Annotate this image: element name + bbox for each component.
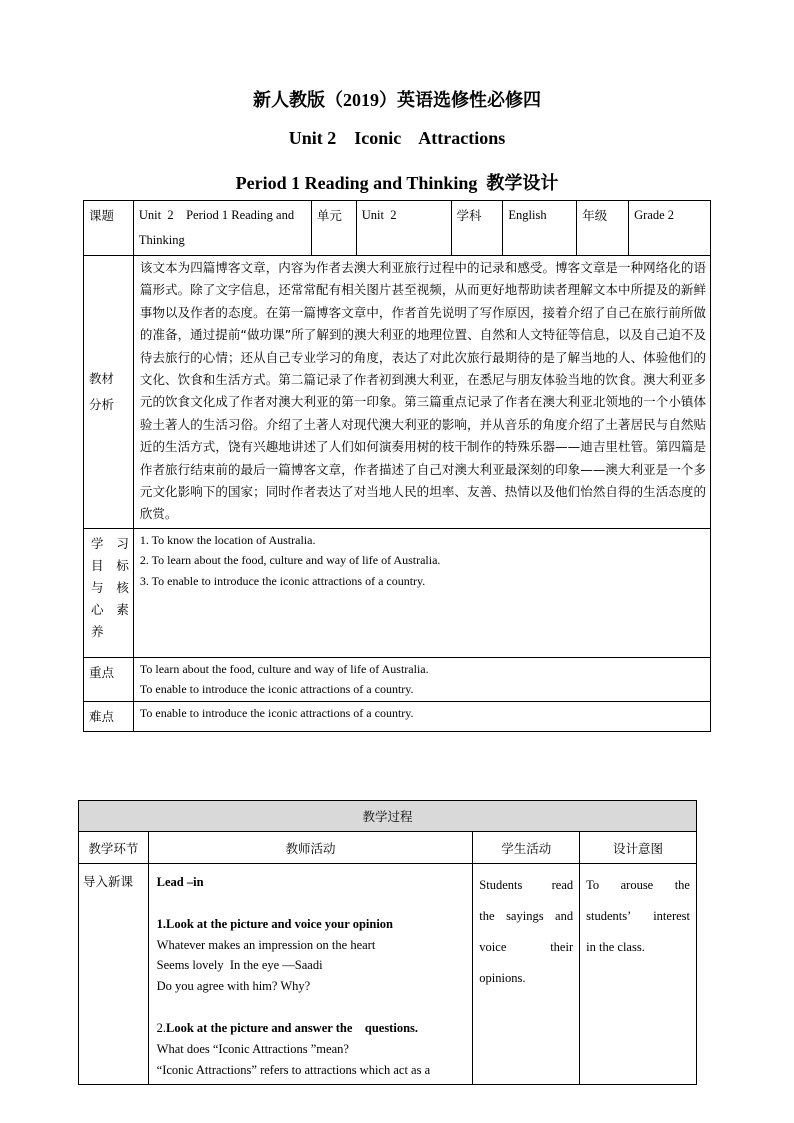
goals-list (133, 528, 710, 657)
analysis-label-line2: 分析 (89, 396, 115, 412)
subject-label: 学科 (451, 201, 503, 256)
intent-word: students’ (586, 909, 632, 923)
question2-line: What does “Iconic Attractions ”mean? (156, 1041, 349, 1056)
key-points-list (133, 657, 710, 701)
key-point-item: To learn about the food, culture and way of life of Australia. (139, 661, 429, 676)
teacher-activity-cell (148, 864, 473, 1085)
step-cell: 导入新课 (79, 864, 149, 1085)
unit-title: Unit 2 Iconic Attractions (288, 128, 506, 148)
question1-line: Whatever makes an impression on the heart (156, 937, 376, 952)
goals-label: 学 习 目 标 与 核 心 素 养 (84, 528, 134, 657)
student-word: sayings (506, 909, 544, 923)
header-teacher-activity: 教师活动 (148, 832, 473, 864)
student-word: opinions. (479, 971, 526, 985)
student-activity-cell (473, 864, 580, 1085)
subject-value: English (503, 201, 577, 256)
intent-word: To (586, 878, 600, 892)
lead-in-heading: Lead –in (156, 875, 204, 889)
student-word: and (555, 909, 574, 923)
question1-title: 1.Look at the picture and voice your opinion (156, 916, 394, 931)
course-value-line2: Thinking (138, 233, 185, 247)
intent-word: in (586, 940, 596, 954)
goal-item: 3. To enable to introduce the iconic attractions of a country. (139, 573, 426, 588)
question2-title: Look at the picture and answer the questions. (166, 1020, 419, 1035)
student-word: the (479, 909, 495, 923)
student-word: voice (479, 940, 507, 954)
teaching-process-table (78, 800, 697, 1085)
header-step: 教学环节 (79, 832, 149, 864)
analysis-label (84, 256, 134, 529)
intent-word: the (598, 940, 615, 954)
document-title: 新人教版（2019）英语选修性必修四 (253, 90, 541, 110)
question2-line: “Iconic Attractions” refers to attractions which act as a (156, 1062, 431, 1077)
course-value-line1: Unit 2 Period 1 Reading and (138, 208, 295, 222)
intent-word: the (674, 878, 690, 892)
question1-line: Do you agree with him? Why? (156, 979, 311, 994)
student-word: their (550, 940, 574, 954)
difficult-point-text: To enable to introduce the iconic attractions of a country. (133, 701, 710, 731)
grade-label: 年级 (577, 201, 629, 256)
student-word: Students (479, 878, 523, 892)
analysis-text: 该文本为四篇博客文章，内容为作者去澳大利亚旅行过程中的记录和感受。博客文章是一种网络化的语篇形式。除了文字信息，还常常配有相关图片甚至视频，从而更好地帮助读者理解文本中所提及的新鲜事物以及作者的态度。在第一篇博客文章中，作者首先说明了写作原因，接着介绍了自己在旅行前所做的准备，通过提前“做功课”所了解到的澳大利亚的地理位置、自然和人文特征等信息，以及自己迫不及待去旅行的心情；还从自己专业学习的角度，表达了对此次旅行最期待的是了解当地的人、体验他们的文化、饮食和生活方式。第二篇记录了作者初到澳大利亚，在悉尼与朋友体验当地的饮食。澳大利亚多元的饮食文化成了作者对澳大利亚的第一印象。第三篇重点记录了作者在澳大利亚北领地的一个小镇体验土著人的生活习俗。介绍了土著人对现代澳大利亚的影响，并从音乐的角度介绍了土著居民与自然贴近的生活方式，饶有兴趣地讲述了人们如何演奏用树的枝干制作的特殊乐器——迪吉里杜管。第四篇是作者旅行结束前的最后一篇博客文章，作者描述了自己对澳大利亚最深刻的印象——澳大利亚是一个多元文化影响下的国家；同时作者表达了对当地人民的坦率、友善、热情以及他们怡然自得的生活态度的欣赏。 (133, 256, 710, 529)
course-value (133, 201, 311, 256)
goal-item: 1. To know the location of Australia. (139, 532, 316, 547)
intent-word: arouse (620, 878, 654, 892)
intent-word: class. (617, 940, 645, 954)
student-word: read (551, 878, 574, 892)
key-points-label: 重点 (84, 657, 134, 701)
intent-word: interest (653, 909, 690, 923)
period-title: Period 1 Reading and Thinking 教学设计 (235, 173, 559, 193)
question2-number: 2. (156, 1020, 167, 1035)
analysis-label-line1: 教材 (89, 370, 115, 386)
goal-item: 2. To learn about the food, culture and way of life of Australia. (139, 553, 441, 568)
key-point-item: To enable to introduce the iconic attractions of a country. (139, 682, 414, 697)
process-band-title: 教学过程 (79, 801, 697, 832)
header-student-activity: 学生活动 (473, 832, 580, 864)
unit-label: 单元 (311, 201, 356, 256)
unit-value: Unit 2 (356, 201, 451, 256)
course-label: 课题 (84, 201, 134, 256)
question1-line: Seems lovely In the eye —Saadi (156, 958, 323, 973)
lesson-info-table (83, 200, 711, 732)
grade-value: Grade 2 (629, 201, 711, 256)
design-intent-cell (580, 864, 697, 1085)
difficult-points-label: 难点 (84, 701, 134, 731)
header-design-intent: 设计意图 (580, 832, 697, 864)
